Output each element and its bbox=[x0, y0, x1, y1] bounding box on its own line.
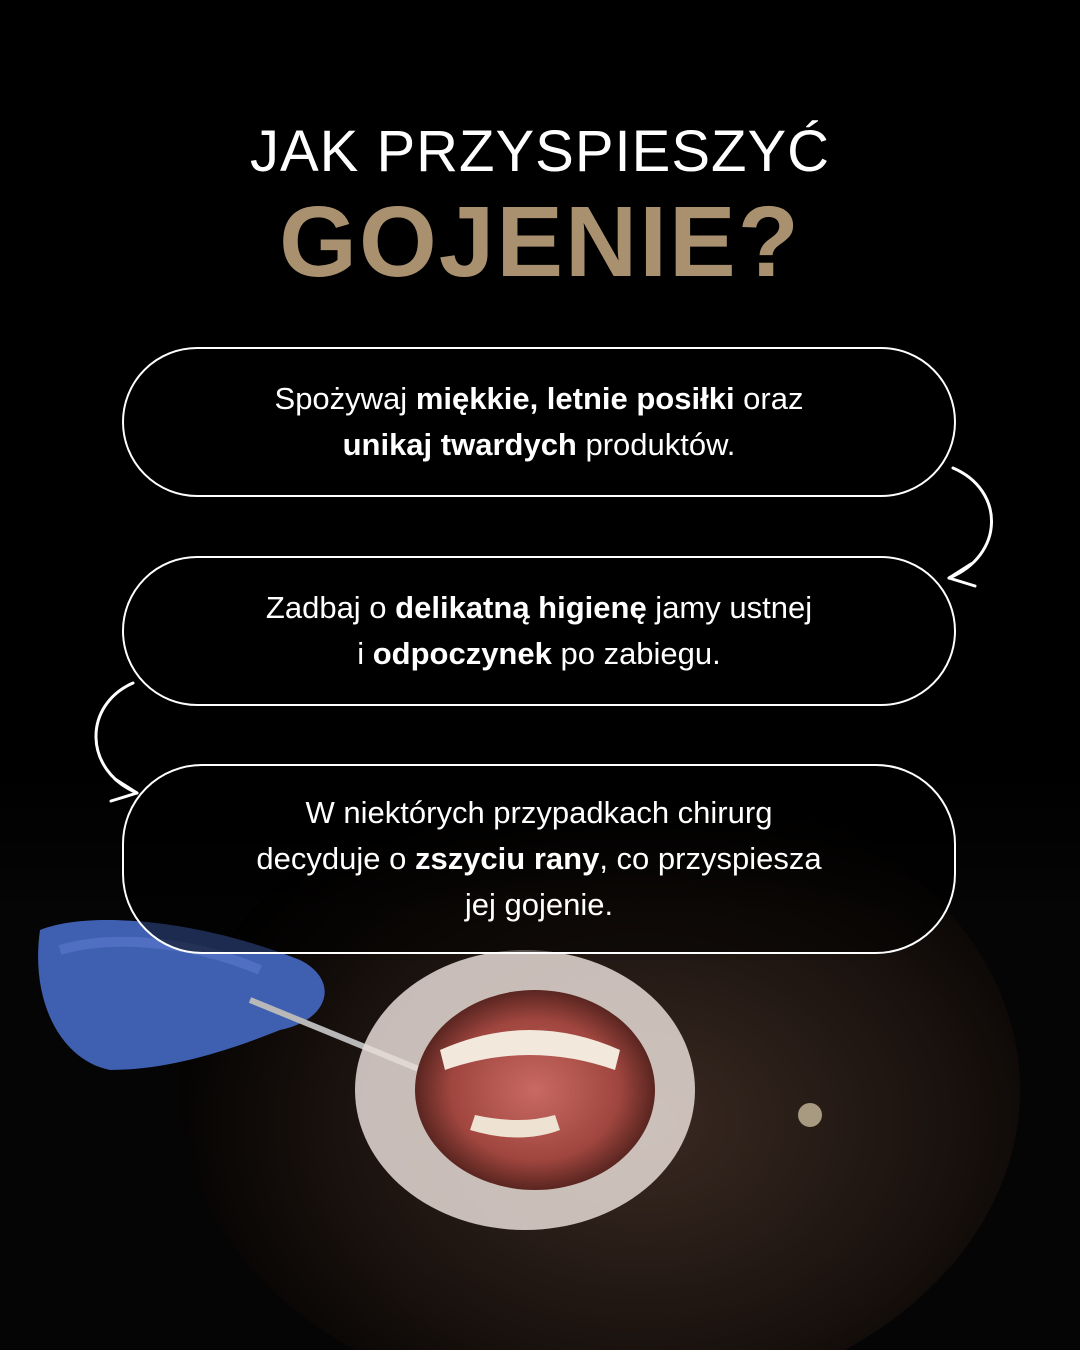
step-1-text-b: oraz bbox=[743, 381, 804, 416]
step-3-text-b: , co przyspiesza jej gojenie. bbox=[464, 841, 822, 922]
step-text-1 bbox=[275, 376, 804, 468]
step-2-bold-b: odpoczynek bbox=[372, 636, 552, 671]
step-1-bold-a: miękkie, letnie posiłki bbox=[415, 381, 735, 416]
step-2-text-a: Zadbaj o bbox=[265, 590, 396, 625]
step-2-text-b: jamy ustnej i bbox=[357, 590, 813, 671]
step-3-bold-a: zszyciu rany bbox=[414, 841, 600, 876]
step-text-3 bbox=[256, 790, 821, 928]
title-line-2: GOJENIE? bbox=[279, 186, 801, 298]
curved-arrow-right-icon bbox=[935, 460, 1015, 590]
curved-arrow-left-icon bbox=[75, 675, 155, 805]
step-text-2 bbox=[266, 585, 812, 677]
step-2-text-c: po zabiegu. bbox=[551, 636, 721, 671]
step-card-1 bbox=[122, 347, 956, 497]
step-card-2 bbox=[122, 556, 956, 706]
step-1-bold-b: unikaj twardych bbox=[342, 427, 577, 462]
step-1-text-c: produktów. bbox=[576, 427, 736, 462]
step-2-bold-a: delikatną higienę bbox=[395, 590, 647, 625]
step-3-text-a: W niektórych przypadkach chirurg decyduje o bbox=[256, 795, 773, 876]
title-line-1: JAK PRZYSPIESZYĆ bbox=[249, 119, 831, 184]
step-card-3 bbox=[122, 764, 956, 954]
step-1-text-a: Spożywaj bbox=[274, 381, 416, 416]
